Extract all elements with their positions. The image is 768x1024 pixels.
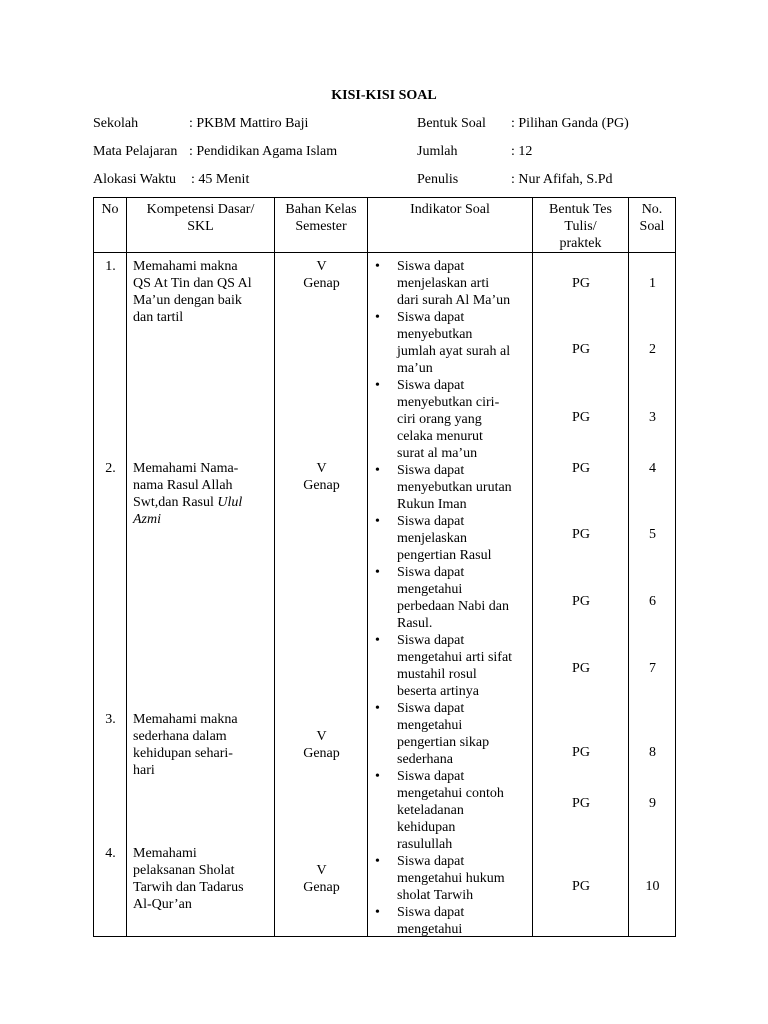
indicator-text: Siswa dapat mengetahui hukum sholat Tarwih [397, 854, 505, 903]
bullet-icon: • [375, 378, 380, 393]
meta-mata-pelajaran [93, 144, 338, 160]
indicator-text: Siswa dapat mengetahui perbedaan Nabi dan Rasul. [397, 565, 509, 631]
document-title: KISI-KISI SOAL [331, 88, 437, 103]
nosoal-text: 5 [649, 527, 656, 542]
bullet-icon: • [375, 463, 380, 478]
bahan-text: V Genap [303, 259, 340, 291]
meta-penulis [417, 172, 613, 188]
kompetensi-text-italic: Ulul Azmi [133, 495, 243, 527]
bullet-icon: • [375, 259, 380, 274]
bullet-icon: • [375, 854, 380, 869]
col-nosoal [629, 253, 676, 937]
kompetensi-text [133, 460, 273, 528]
nosoal-text: 9 [649, 796, 656, 811]
meta-label: Bentuk Soal [417, 116, 486, 131]
bullet-icon: • [375, 514, 380, 529]
meta-value: : PKBM Mattiro Baji [189, 116, 309, 131]
col-kompetensi [127, 253, 275, 937]
header-bentuk-text: Bentuk Tes Tulis/ praktek [549, 202, 612, 251]
nosoal-text: 6 [649, 594, 656, 609]
bentuk-text: PG [572, 410, 590, 425]
col-no [94, 253, 127, 937]
bahan-text: V Genap [303, 729, 340, 761]
meta-label: Sekolah [93, 116, 139, 131]
meta-bentuk-soal [417, 116, 629, 132]
bentuk-text: PG [572, 527, 590, 542]
meta-label: Jumlah [417, 144, 458, 159]
meta-value: : 12 [511, 144, 533, 159]
meta-alokasi-waktu [93, 172, 250, 188]
bentuk-text: PG [572, 745, 590, 760]
bullet-icon: • [375, 310, 380, 325]
kompetensi-text: Memahami makna QS At Tin dan QS Al Ma’un dengan baik dan tartil [133, 259, 252, 325]
nosoal-text: 7 [649, 661, 656, 676]
bullet-icon: • [375, 701, 380, 716]
bentuk-text: PG [572, 276, 590, 291]
bahan-text: V Genap [303, 461, 340, 493]
bahan-text: V Genap [303, 863, 340, 895]
header-nosoal [629, 198, 676, 253]
header-nosoal-text: No. Soal [639, 202, 665, 234]
header-bahan [275, 198, 368, 253]
bentuk-text: PG [572, 342, 590, 357]
header-no-text: No [101, 202, 119, 217]
nosoal-text: 3 [649, 410, 656, 425]
bullet-icon: • [375, 905, 380, 920]
col-bentuk [533, 253, 629, 937]
indicator-text: Siswa dapat mengetahui pengertian sikap sederhana [397, 701, 490, 767]
bullet-icon: • [375, 565, 380, 580]
bentuk-text: PG [572, 461, 590, 476]
indicator-text: Siswa dapat menjelaskan arti dari surah Al Ma’un [397, 259, 511, 308]
nosoal-text: 8 [649, 745, 656, 760]
bentuk-text: PG [572, 796, 590, 811]
indicator-text: Siswa dapat menyebutkan jumlah ayat surah al ma’un [397, 310, 511, 376]
kompetensi-text-main: Memahami Nama- nama Rasul Allah Swt,dan Rasul [133, 461, 239, 510]
indicator-text: Siswa dapat mengetahui [397, 905, 465, 937]
group-no: 2. [105, 461, 116, 476]
group-no: 1. [105, 259, 116, 274]
header-indikator [368, 198, 533, 253]
group-no: 4. [105, 846, 116, 861]
meta-value: : Nur Afifah, S.Pd [511, 172, 613, 187]
header-kompetensi [127, 198, 275, 253]
indicator-text: Siswa dapat menyebutkan ciri- ciri orang yang celaka menurut surat al ma’un [397, 378, 500, 461]
header-bentuk [533, 198, 629, 253]
meta-label: Penulis [417, 172, 459, 187]
kompetensi-text: Memahami makna sederhana dalam kehidupan sehari- hari [133, 712, 238, 778]
col-indikator [368, 253, 533, 937]
nosoal-text: 4 [649, 461, 656, 476]
nosoal-text: 10 [645, 879, 660, 894]
header-bahan-text: Bahan Kelas Semester [285, 202, 357, 234]
meta-label: Alokasi Waktu [93, 172, 176, 187]
indicator-text: Siswa dapat menjelaskan pengertian Rasul [397, 514, 492, 563]
table-row [94, 253, 676, 937]
header-indikator-text: Indikator Soal [410, 202, 490, 217]
meta-jumlah [417, 144, 533, 160]
col-bahan [275, 253, 368, 937]
meta-value: : 45 Menit [191, 172, 250, 187]
table-header-row [94, 198, 676, 253]
indicator-text: Siswa dapat menyebutkan urutan Rukun Iman [397, 463, 512, 512]
nosoal-text: 2 [649, 342, 656, 357]
meta-value: : Pilihan Ganda (PG) [511, 116, 629, 131]
nosoal-text: 1 [649, 276, 656, 291]
meta-label: Mata Pelajaran [93, 144, 178, 159]
bullet-icon: • [375, 633, 380, 648]
bullet-icon: • [375, 769, 380, 784]
header-no [94, 198, 127, 253]
meta-sekolah [93, 116, 309, 132]
group-no: 3. [105, 712, 116, 727]
indicator-text: Siswa dapat mengetahui contoh keteladanan kehidupan rasulullah [397, 769, 504, 852]
indicator-text: Siswa dapat mengetahui arti sifat mustahil rosul beserta artinya [397, 633, 513, 699]
header-kompetensi-text: Kompetensi Dasar/ SKL [146, 202, 255, 234]
bentuk-text: PG [572, 879, 590, 894]
bentuk-text: PG [572, 594, 590, 609]
bentuk-text: PG [572, 661, 590, 676]
meta-value: : Pendidikan Agama Islam [189, 144, 338, 159]
kisi-kisi-table [93, 197, 676, 937]
kompetensi-text: Memahami pelaksanan Sholat Tarwih dan Tadarus Al-Qur’an [133, 846, 244, 912]
